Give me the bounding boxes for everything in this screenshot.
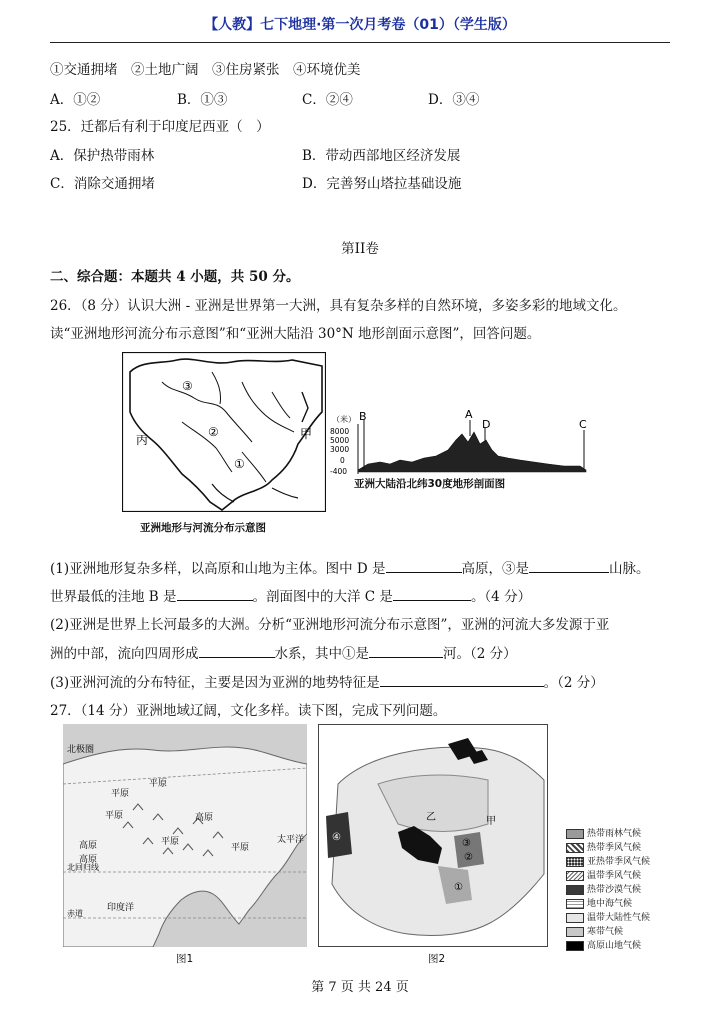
map-label-1: ①	[234, 457, 245, 471]
fig2-label-3: ③	[462, 838, 471, 849]
fig1-label-plateau-1: 高原	[195, 813, 214, 823]
q26-p4-text-a: 洲的中部，流向四周形成	[50, 646, 199, 662]
q24-option-b: B．①③	[177, 92, 228, 108]
answer-blank-river-system[interactable]	[199, 643, 275, 658]
map-label-bing: 丙	[136, 433, 149, 447]
section-heading: 二、综合题：本题共 4 小题，共 50 分。	[50, 269, 300, 285]
legend-item	[566, 826, 641, 839]
q26-p2-text-a: 世界最低的洼地 B 是	[50, 589, 177, 605]
fig2-label-2: ②	[464, 852, 473, 863]
legend-swatch	[566, 843, 584, 853]
legend-swatch	[566, 829, 584, 839]
answer-blank-terrain-feature[interactable]	[380, 672, 544, 687]
asia-30n-profile-chart	[328, 410, 598, 484]
q24-option-a: A．①②	[50, 92, 101, 108]
legend-swatch	[566, 941, 584, 951]
profile-y-8000: 8000	[330, 427, 350, 436]
fig1-label-plain-3: 平原	[105, 811, 124, 821]
map-label-3: ③	[182, 379, 193, 393]
fig2-label-yi: 乙	[426, 812, 436, 823]
section-title: 第II卷	[341, 241, 379, 257]
fig2-label-jia: 甲	[486, 816, 496, 827]
legend-label: 地中海气候	[587, 899, 633, 909]
legend-label: 寒带气候	[587, 927, 624, 937]
q26-p1-text-a: (1)亚洲地形复杂多样，以高原和山地为主体。图中 D 是	[50, 561, 386, 577]
fig2-label-1: ①	[454, 882, 463, 893]
profile-caption: 亚洲大陆沿北纬30度地形剖面图	[354, 478, 506, 490]
profile-y-5000: 5000	[330, 436, 350, 445]
fig1-label-plateau-2: 高原	[79, 841, 98, 851]
figure1-asia-terrain-map	[63, 724, 307, 947]
fig1-label-indian-ocean: 印度洋	[107, 903, 135, 913]
fig1-label-plain-5: 平原	[231, 843, 250, 853]
legend-label: 温带大陆性气候	[587, 913, 651, 923]
q26-part2-line1: (2)亚洲是世界上长河最多的大洲。分析“亚洲地形河流分布示意图”，亚洲的河流大多发源于亚	[50, 617, 610, 633]
q26-p4-text-b: 水系，其中①是	[274, 646, 369, 662]
legend-label: 热带雨林气候	[587, 829, 642, 839]
fig1-label-pacific: 太平洋	[277, 835, 305, 845]
fig1-label-tropic: 北回归线	[67, 863, 99, 872]
fig2-caption: 图2	[428, 953, 446, 965]
profile-y-0: 0	[340, 456, 345, 465]
legend-item	[566, 910, 650, 923]
legend-label: 亚热带季风气候	[587, 857, 651, 867]
q25-option-d: D．完善努山塔拉基础设施	[302, 176, 462, 192]
fig1-label-plain-2: 平原	[149, 779, 168, 789]
figure2-asia-climate-map	[318, 724, 548, 947]
q24-option-d: D．③④	[428, 92, 480, 108]
legend-item	[566, 896, 632, 909]
legend-swatch	[566, 857, 584, 867]
q26-stem-line1: 26．（8 分）认识大洲 - 亚洲是世界第一大洲，具有复杂多样的自然环境，多姿多彩的地域文化。	[50, 298, 627, 314]
answer-blank-river-1[interactable]	[369, 643, 443, 658]
legend-item	[566, 924, 623, 937]
profile-unit: （米）	[332, 415, 356, 424]
map-label-2: ②	[208, 425, 219, 439]
asia-map-caption: 亚洲地形与河流分布示意图	[140, 522, 266, 534]
q25-option-b: B．带动西部地区经济发展	[302, 148, 461, 164]
map-label-jia: 甲	[300, 427, 313, 441]
answer-blank-3-mountain[interactable]	[529, 558, 609, 573]
fig1-label-plateau-3: 高原	[79, 855, 98, 865]
legend-item	[566, 854, 650, 867]
q25-option-a: A．保护热带雨林	[50, 148, 155, 164]
legend-label: 热带季风气候	[587, 843, 642, 853]
legend-swatch	[566, 913, 584, 923]
q26-part1-line2	[50, 585, 531, 605]
profile-label-c: C	[579, 418, 587, 431]
q25-option-c: C．消除交通拥堵	[50, 176, 155, 192]
legend-item	[566, 882, 641, 895]
q24-option-c: C．②④	[302, 92, 353, 108]
profile-label-d: D	[482, 418, 491, 431]
header-divider	[50, 42, 670, 43]
q26-p2-text-b: 。剖面图中的大洋 C 是	[252, 589, 393, 605]
q26-p4-text-c: 河。（2 分）	[443, 646, 517, 662]
legend-label: 高原山地气候	[587, 941, 642, 951]
profile-y-neg400: -400	[330, 467, 348, 476]
fig1-label-plain-1: 平原	[111, 789, 130, 799]
q26-p1-text-b: 高原，③是	[461, 561, 530, 577]
q26-part1-line1	[50, 557, 650, 577]
fig1-label-plain-4: 平原	[161, 837, 180, 847]
q26-p2-text-c: 。（4 分）	[470, 589, 532, 605]
q24-statements: ①交通拥堵 ②土地广阔 ③住房紧张 ④环境优美	[50, 62, 361, 78]
legend-item	[566, 868, 641, 881]
legend-swatch	[566, 871, 584, 881]
legend-swatch	[566, 927, 584, 937]
legend-swatch	[566, 899, 584, 909]
profile-label-a: A	[465, 410, 473, 421]
q26-p5-text-b: 。（2 分）	[543, 675, 604, 691]
answer-blank-d-plateau[interactable]	[386, 558, 462, 573]
legend-label: 热带沙漠气候	[587, 885, 642, 895]
q26-stem-line2: 读“亚洲地形河流分布示意图”和“亚洲大陆沿 30°N 地形剖面示意图”，回答问题。	[50, 326, 541, 342]
page-header-title: 【人教】七下地理·第一次月考卷（01）（学生版）	[204, 17, 516, 33]
q26-p5-text-a: (3)亚洲河流的分布特征，主要是因为亚洲的地势特征是	[50, 675, 380, 691]
legend-label: 温带季风气候	[587, 871, 642, 881]
asia-terrain-river-map	[122, 352, 326, 512]
answer-blank-b-depression[interactable]	[177, 586, 253, 601]
fig1-label-equator: 赤道	[67, 909, 83, 918]
legend-item	[566, 840, 641, 853]
q26-p1-text-c: 山脉。	[609, 561, 650, 577]
legend-item	[566, 938, 641, 951]
q26-part3-line	[50, 671, 604, 691]
q25-stem: 25．迁都后有利于印度尼西亚（ ）	[50, 119, 270, 135]
page-footer: 第 7 页 共 24 页	[311, 980, 409, 995]
q26-part2-line2	[50, 642, 517, 662]
fig1-label-arctic-circle: 北极圈	[67, 745, 95, 755]
q27-stem: 27．（14 分）亚洲地域辽阔，文化多样。读下图，完成下列问题。	[50, 703, 447, 719]
fig2-label-4: ④	[332, 832, 341, 843]
legend-swatch	[566, 885, 584, 895]
profile-y-3000: 3000	[330, 445, 350, 454]
answer-blank-c-ocean[interactable]	[393, 586, 471, 601]
profile-label-b: B	[359, 410, 367, 423]
fig1-caption: 图1	[176, 953, 194, 965]
